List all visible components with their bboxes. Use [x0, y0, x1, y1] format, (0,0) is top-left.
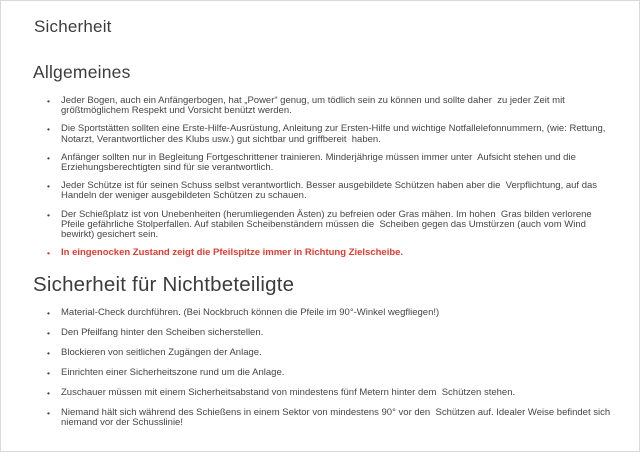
bullet-marker: •	[47, 308, 50, 318]
bullet-marker: •	[47, 348, 50, 358]
bullet-item	[47, 348, 613, 358]
bullet-text: In eingenocken Zustand zeigt die Pfeilspitze immer in Richtung Zielscheibe.	[61, 247, 404, 259]
bullet-text: Zuschauer müssen mit einem Sicherheitsabstand von mindestens fünf Metern hinter dem Schützen stehen.	[61, 387, 516, 398]
bullet-marker: •	[47, 209, 50, 220]
bullet-text: Jeder Bogen, auch ein Anfängerbogen, hat „Power“ genug, um tödlich sein zu können und sollte daher zu jeder Zeit mit größtmöglichem Respekt und Vorsicht benützt werden.	[61, 95, 568, 117]
bullet-text: Einrichten einer Sicherheitszone rund um die Anlage.	[61, 367, 285, 378]
bullet-item	[47, 408, 613, 428]
bullet-list-allgemeines	[47, 96, 613, 266]
bullet-marker: •	[47, 248, 50, 259]
bullet-item	[47, 181, 613, 201]
bullet-marker: •	[47, 152, 50, 163]
bullet-list-nichtbeteiligte	[47, 308, 613, 438]
bullet-text: Jeder Schütze ist für seinen Schuss selbst verantwortlich. Besser ausgebildete Schützen haben aber die Verpflichtung, auf das Handeln der weniger ausgebildeten Schützen zu schauen.	[61, 180, 600, 202]
section-heading-nichtbeteiligte: Sicherheit für Nichtbeteiligte	[33, 273, 295, 296]
bullet-marker: •	[47, 328, 50, 338]
bullet-text: Blockieren von seitlichen Zugängen der Anlage.	[61, 347, 262, 358]
bullet-item	[47, 388, 613, 398]
bullet-text: Den Pfeilfang hinter den Scheiben sicherstellen.	[61, 327, 264, 338]
section-heading-allgemeines: Allgemeines	[33, 62, 131, 82]
bullet-text: Material-Check durchführen. (Bei Nockbruch können die Pfeile im 90°-Winkel wegfliegen!)	[61, 307, 440, 318]
bullet-item	[47, 210, 613, 241]
bullet-marker: •	[47, 96, 50, 106]
bullet-text: Anfänger sollten nur in Begleitung Fortgeschrittener trainieren. Minderjährige müssen immer unter Aufsicht stehen und die Erziehungsberechtigten sind für sie verantwortlich.	[61, 151, 579, 174]
bullet-marker: •	[47, 181, 50, 192]
bullet-item	[47, 328, 613, 338]
bullet-marker: •	[47, 368, 50, 378]
bullet-item	[47, 248, 613, 258]
bullet-text: Niemand hält sich während des Schießens in einem Sektor von mindestens 90° vor den Schützen auf. Idealer Weise befindet sich niemand vor der Schusslinie!	[61, 407, 613, 429]
bullet-item	[47, 124, 613, 144]
bullet-item	[47, 96, 613, 116]
bullet-text: Die Sportstätten sollten eine Erste-Hilfe-Ausrüstung, Anleitung zur Ersten-Hilfe und wichtige Notfallelefonnummern, (wie: Rettung, Notarzt, Verantwortlicher des Klubs usw.) gut sichtbar und griffbereit haben.	[61, 123, 609, 145]
bullet-text: Der Schießplatz ist von Unebenheiten (herumliegenden Ästen) zu befreien oder Gras mähen. Im hohen Gras bilden verlorene Pfeile gefährliche Stolperfallen. Auf stabilen Scheibenständern müssen die Scheiben gegen das Umstürzen (auch vom Wind bewirkt) gesichert sein.	[61, 208, 595, 241]
bullet-item	[47, 368, 613, 378]
bullet-marker: •	[47, 408, 50, 418]
page-title: Sicherheit	[34, 17, 112, 36]
bullet-marker: •	[47, 124, 50, 135]
bullet-item	[47, 308, 613, 318]
bullet-marker: •	[47, 388, 50, 398]
bullet-item	[47, 153, 613, 173]
